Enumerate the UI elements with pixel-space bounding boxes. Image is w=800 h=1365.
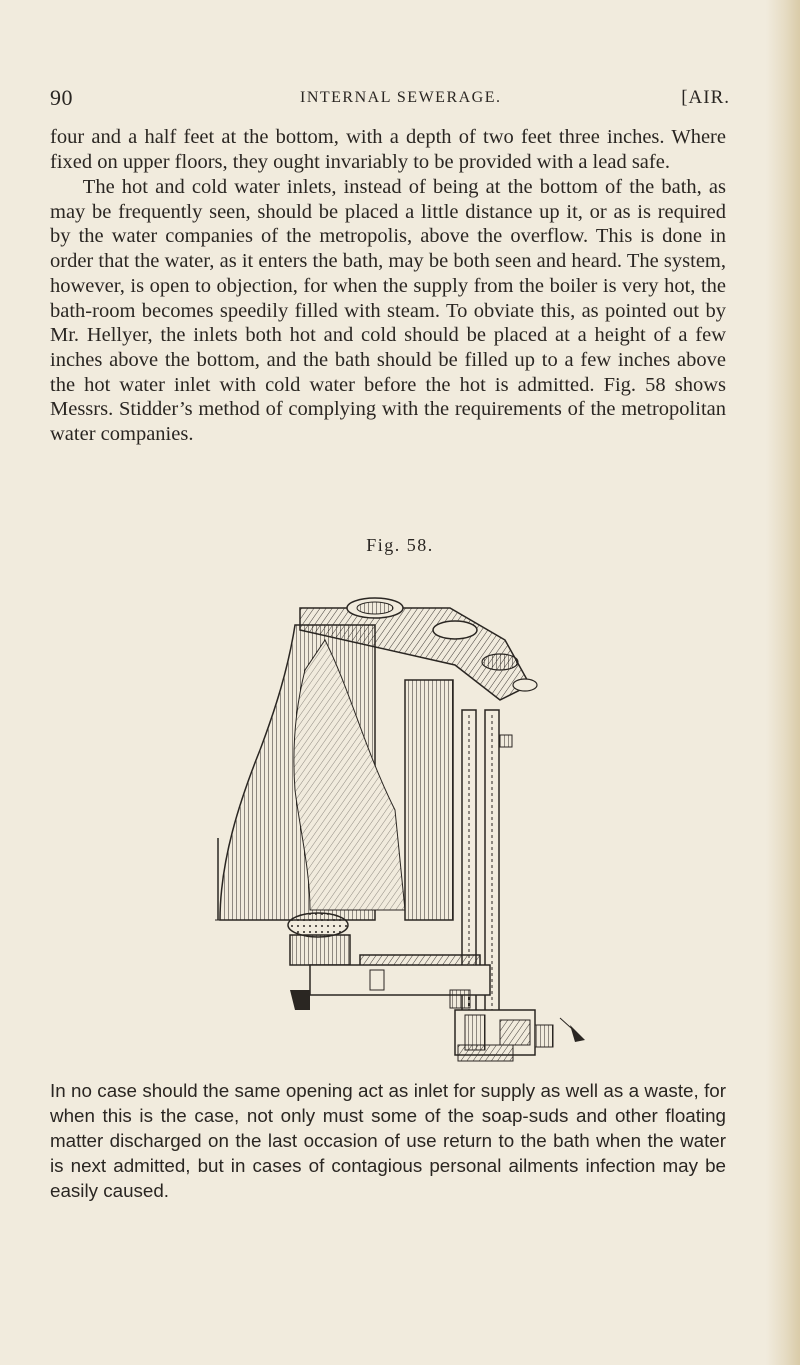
paragraph-1-text: four and a half feet at the bottom, with a depth of two feet three inches. Where fixed on upper floors, they ought invariably to be provided with a lead safe. [50, 126, 726, 173]
running-title: INTERNAL SEWERAGE. [300, 89, 502, 106]
paragraph-2 [50, 175, 726, 447]
figure-caption: Fig. 58. [366, 535, 434, 555]
paragraph-1 [50, 125, 726, 174]
page-header [50, 85, 730, 125]
paragraph-2-text: The hot and cold water inlets, instead of being at the bottom of the bath, as may be frequently seen, should be placed a little distance up it, or as is required by the water companies of the metropolis, above the overflow. This is done in order that the water, as it enters the bath, may be both seen and heard. The system, however, is open to objection, for when the supply from the boiler is very hot, the bath-room becomes speedily filled with steam. To obviate this, as pointed out by Mr. Hellyer, the inlets both hot and cold should be placed at a height of a few inches above the bottom, and the bath should be filled up to a few inches above the hot water inlet with cold water before the hot is admitted. Fig. 58 shows Messrs. Stidder’s method of complying with the requirements of the metropolitan water companies. [50, 176, 726, 446]
paragraph-3-text: In no case should the same opening act as inlet for supply as well as a waste, for when this is the case, not only must some of the soap-suds and other floating matter discharged on the last occasion of use return to the bath when the water is next admitted, but in cases of contagious personal ailments infection may be easily caused. [50, 1080, 726, 1201]
page-number: 90 [50, 85, 73, 110]
page-edge-shadow [766, 0, 800, 1365]
section-tag: [AIR. [681, 87, 730, 108]
paragraph-3 [50, 1079, 726, 1204]
bath-inlet-illustration [200, 570, 610, 1070]
